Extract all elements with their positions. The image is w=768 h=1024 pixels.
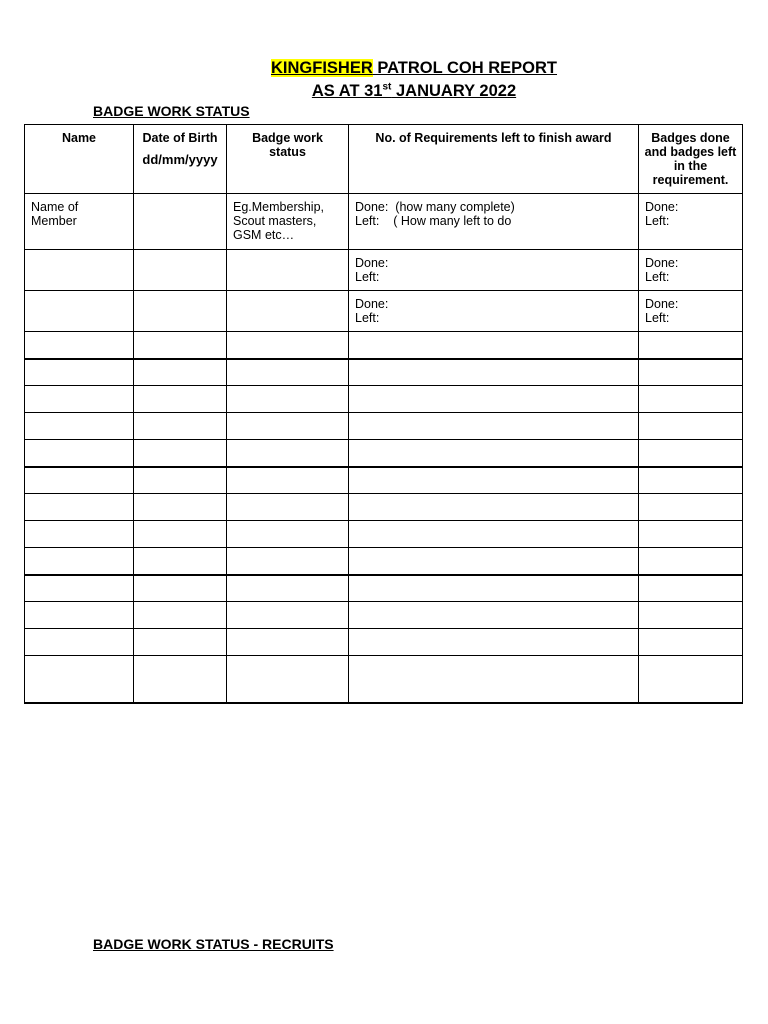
section-badge-work-status-recruits: BADGE WORK STATUS - RECRUITS — [93, 936, 334, 952]
requirements-cell[interactable] — [349, 291, 639, 332]
name-cell[interactable] — [25, 629, 134, 656]
badges-cell[interactable] — [639, 602, 743, 629]
name-cell[interactable] — [25, 575, 134, 602]
requirements-cell[interactable] — [349, 602, 639, 629]
table-row-example — [25, 194, 743, 250]
requirements-cell[interactable] — [349, 386, 639, 413]
dob-cell[interactable] — [134, 467, 227, 494]
example-status-line3: GSM etc… — [233, 228, 295, 242]
name-cell[interactable] — [25, 521, 134, 548]
name-cell[interactable] — [25, 548, 134, 575]
dob-cell[interactable] — [134, 250, 227, 291]
table-row — [25, 494, 743, 521]
requirements-cell[interactable] — [349, 359, 639, 386]
patrol-name-highlight: KINGFISHER — [270, 59, 373, 77]
status-cell[interactable] — [227, 386, 349, 413]
status-cell[interactable] — [227, 656, 349, 703]
done-label: Done: — [645, 297, 679, 311]
status-cell[interactable] — [227, 629, 349, 656]
example-status-line1: Eg.Membership, — [233, 200, 325, 214]
example-badges-done: Done: — [645, 200, 679, 214]
table-row — [25, 413, 743, 440]
table-row — [25, 250, 743, 291]
dob-cell[interactable] — [134, 332, 227, 359]
report-title — [30, 59, 768, 78]
column-header-badges-done-left: Badges done and badges left in the requirement. — [639, 125, 743, 194]
table-row — [25, 440, 743, 467]
requirements-cell[interactable] — [349, 413, 639, 440]
badges-cell[interactable] — [639, 386, 743, 413]
badges-cell[interactable] — [639, 575, 743, 602]
status-cell[interactable] — [227, 413, 349, 440]
name-cell[interactable] — [25, 656, 134, 703]
example-badges-cell[interactable] — [639, 194, 743, 250]
column-header-requirements-left: No. of Requirements left to finish award — [349, 125, 639, 194]
example-dob-cell[interactable] — [134, 194, 227, 250]
requirements-cell[interactable] — [349, 521, 639, 548]
example-status-cell[interactable] — [227, 194, 349, 250]
badges-cell[interactable] — [639, 629, 743, 656]
dob-cell[interactable] — [134, 494, 227, 521]
requirements-cell[interactable] — [349, 332, 639, 359]
status-cell[interactable] — [227, 359, 349, 386]
report-date-suffix: JANUARY 2022 — [391, 82, 517, 100]
table-row — [25, 602, 743, 629]
badges-cell[interactable] — [639, 494, 743, 521]
table-row — [25, 359, 743, 386]
done-label: Done: — [355, 256, 389, 270]
badges-cell[interactable] — [639, 548, 743, 575]
table-row — [25, 386, 743, 413]
table-row — [25, 548, 743, 575]
badges-cell[interactable] — [639, 521, 743, 548]
status-cell[interactable] — [227, 332, 349, 359]
status-cell[interactable] — [227, 440, 349, 467]
requirements-cell[interactable] — [349, 656, 639, 703]
requirements-cell[interactable] — [349, 548, 639, 575]
table-row — [25, 521, 743, 548]
example-name-line2: Member — [31, 214, 77, 228]
status-cell[interactable] — [227, 250, 349, 291]
status-cell[interactable] — [227, 521, 349, 548]
badges-cell[interactable] — [639, 440, 743, 467]
report-date — [30, 82, 768, 101]
example-status-line2: Scout masters, — [233, 214, 317, 228]
report-title-rest: PATROL COH REPORT — [372, 59, 558, 77]
table-row — [25, 332, 743, 359]
table-row — [25, 291, 743, 332]
badge-status-table — [24, 124, 743, 704]
badges-cell[interactable] — [639, 656, 743, 703]
example-badges-left: Left: — [645, 214, 670, 228]
requirements-cell[interactable] — [349, 250, 639, 291]
dob-cell[interactable] — [134, 359, 227, 386]
status-cell[interactable] — [227, 548, 349, 575]
left-label: Left: — [645, 270, 670, 284]
name-cell[interactable] — [25, 440, 134, 467]
report-date-prefix: AS AT 31 — [311, 82, 383, 100]
status-cell[interactable] — [227, 494, 349, 521]
left-label: Left: — [645, 311, 670, 325]
dob-cell[interactable] — [134, 521, 227, 548]
dob-format-hint: dd/mm/yyyy — [142, 152, 218, 167]
name-cell[interactable] — [25, 413, 134, 440]
name-cell[interactable] — [25, 250, 134, 291]
dob-cell[interactable] — [134, 291, 227, 332]
badges-cell[interactable] — [639, 250, 743, 291]
column-header-badge-status: Badge work status — [227, 125, 349, 194]
name-cell[interactable] — [25, 359, 134, 386]
dob-cell[interactable] — [134, 575, 227, 602]
done-label: Done: — [645, 256, 679, 270]
requirements-cell[interactable] — [349, 440, 639, 467]
left-label: Left: — [355, 270, 380, 284]
requirements-cell[interactable] — [349, 467, 639, 494]
badges-cell[interactable] — [639, 467, 743, 494]
table-header-row — [25, 125, 743, 194]
dob-cell[interactable] — [134, 386, 227, 413]
table-row — [25, 467, 743, 494]
report-date-ordinal: st — [382, 81, 392, 93]
dob-cell[interactable] — [134, 413, 227, 440]
column-header-dob-label: Date of Birth — [142, 131, 218, 145]
example-name-line1: Name of — [31, 200, 79, 214]
table-row — [25, 656, 743, 703]
status-cell[interactable] — [227, 467, 349, 494]
dob-cell[interactable] — [134, 629, 227, 656]
dob-cell[interactable] — [134, 656, 227, 703]
dob-cell[interactable] — [134, 440, 227, 467]
name-cell[interactable] — [25, 467, 134, 494]
badges-cell[interactable] — [639, 359, 743, 386]
name-cell[interactable] — [25, 602, 134, 629]
example-requirements-cell[interactable] — [349, 194, 639, 250]
table-row — [25, 575, 743, 602]
requirements-cell[interactable] — [349, 575, 639, 602]
example-req-done: Done: (how many complete) — [355, 200, 515, 214]
dob-cell[interactable] — [134, 602, 227, 629]
name-cell[interactable] — [25, 494, 134, 521]
example-req-left: Left: ( How many left to do — [355, 214, 512, 228]
status-cell[interactable] — [227, 575, 349, 602]
example-name-cell[interactable] — [25, 194, 134, 250]
done-label: Done: — [355, 297, 389, 311]
badges-cell[interactable] — [639, 413, 743, 440]
table-row — [25, 629, 743, 656]
badges-cell[interactable] — [639, 332, 743, 359]
name-cell[interactable] — [25, 332, 134, 359]
column-header-name: Name — [25, 125, 134, 194]
column-header-dob — [134, 125, 227, 194]
left-label: Left: — [355, 311, 380, 325]
requirements-cell[interactable] — [349, 494, 639, 521]
requirements-cell[interactable] — [349, 629, 639, 656]
status-cell[interactable] — [227, 291, 349, 332]
name-cell[interactable] — [25, 291, 134, 332]
badges-cell[interactable] — [639, 291, 743, 332]
name-cell[interactable] — [25, 386, 134, 413]
status-cell[interactable] — [227, 602, 349, 629]
section-badge-work-status: BADGE WORK STATUS — [93, 103, 250, 119]
dob-cell[interactable] — [134, 548, 227, 575]
